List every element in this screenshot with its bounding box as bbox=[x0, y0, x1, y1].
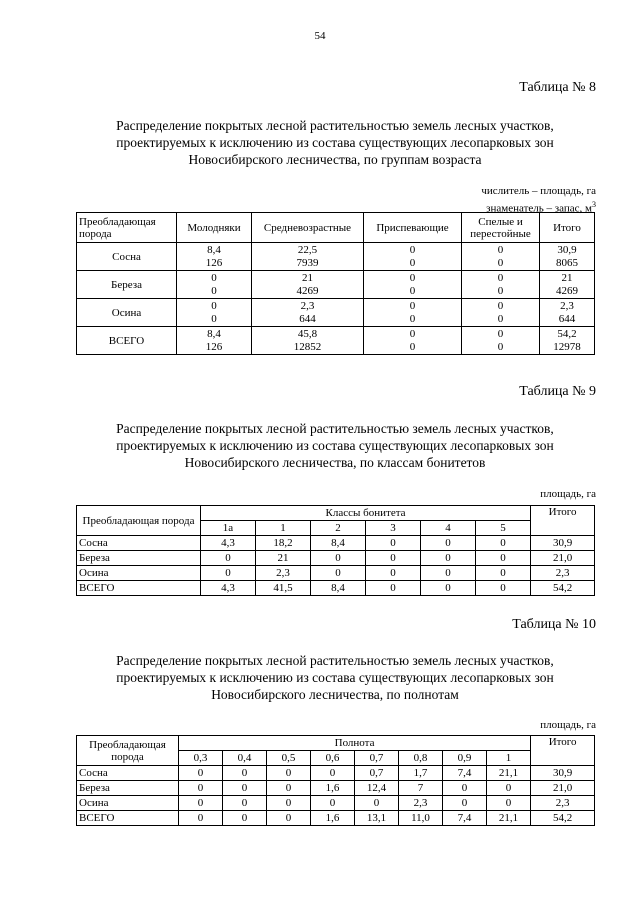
total-cell: 2,3 bbox=[531, 566, 595, 581]
table-cell: 0 bbox=[462, 271, 540, 285]
species-cell: Береза bbox=[77, 781, 179, 796]
table-row bbox=[77, 551, 595, 566]
table-cell: 21 bbox=[540, 271, 595, 285]
table-cell: 21,1 bbox=[487, 766, 531, 781]
page-number: 54 bbox=[314, 30, 326, 42]
table9-class-header: 4 bbox=[421, 521, 476, 536]
table-cell: 0 bbox=[462, 327, 540, 341]
table-cell: 2,3 bbox=[540, 299, 595, 313]
table-cell: 21 bbox=[256, 551, 311, 566]
table-cell: 0 bbox=[179, 811, 223, 826]
table-cell: 0 bbox=[421, 551, 476, 566]
table-cell: 0 bbox=[364, 327, 462, 341]
table-cell: 0 bbox=[476, 551, 531, 566]
table-cell: 8,4 bbox=[177, 243, 252, 257]
table-cell: 0 bbox=[177, 285, 252, 299]
table-cell: 18,2 bbox=[256, 536, 311, 551]
table-cell: 0 bbox=[366, 551, 421, 566]
table-cell: 30,9 bbox=[540, 243, 595, 257]
table-cell: 4,3 bbox=[201, 581, 256, 596]
table-cell: 0 bbox=[311, 566, 366, 581]
table-cell: 4,3 bbox=[201, 536, 256, 551]
table-row bbox=[77, 781, 595, 796]
table-row bbox=[77, 566, 595, 581]
table9-class-header: 1 bbox=[256, 521, 311, 536]
table-cell: 0 bbox=[476, 566, 531, 581]
species-cell: Осина bbox=[77, 796, 179, 811]
table-cell: 0 bbox=[421, 536, 476, 551]
table10-label: Таблица № 10 bbox=[512, 617, 596, 632]
table8-header-cell: Итого bbox=[540, 213, 595, 243]
table8 bbox=[76, 212, 595, 355]
total-cell: 30,9 bbox=[531, 766, 595, 781]
species-cell: ВСЕГО bbox=[77, 327, 177, 355]
table9-title-line: Распределение покрытых лесной растительностью земель лесных участков, bbox=[116, 421, 554, 436]
table-row bbox=[77, 327, 595, 341]
table-cell: 0 bbox=[462, 299, 540, 313]
table-cell: 0 bbox=[364, 257, 462, 271]
species-cell: Сосна bbox=[77, 243, 177, 271]
table-cell: 1,6 bbox=[311, 811, 355, 826]
table-cell: 0,7 bbox=[355, 766, 399, 781]
table-cell: 0 bbox=[267, 796, 311, 811]
table-cell: 21,1 bbox=[487, 811, 531, 826]
table-cell: 0 bbox=[364, 299, 462, 313]
table-cell: 45,8 bbox=[252, 327, 364, 341]
species-cell: Сосна bbox=[77, 766, 179, 781]
table8-title-line: Распределение покрытых лесной растительностью земель лесных участков, bbox=[116, 118, 554, 133]
table-cell: 0 bbox=[177, 271, 252, 285]
table-cell: 0 bbox=[311, 551, 366, 566]
table-cell: 0 bbox=[267, 811, 311, 826]
table-cell: 13,1 bbox=[355, 811, 399, 826]
table10-title-line: проектируемых к исключению из состава существующих лесопарковых зон bbox=[116, 670, 554, 685]
table9-title-line: Новосибирского лесничества, по классам бонитетов bbox=[184, 455, 486, 470]
table-cell: 644 bbox=[540, 313, 595, 327]
table-cell: 11,0 bbox=[399, 811, 443, 826]
table8-title bbox=[76, 117, 594, 168]
table8-units-numerator: числитель – площадь, га bbox=[481, 185, 596, 197]
table-cell: 0 bbox=[267, 766, 311, 781]
table-cell: 21 bbox=[252, 271, 364, 285]
table-cell: 7,4 bbox=[443, 811, 487, 826]
table-cell: 0 bbox=[179, 796, 223, 811]
table10-title bbox=[76, 652, 594, 703]
table-cell: 7939 bbox=[252, 257, 364, 271]
table-cell: 0 bbox=[443, 796, 487, 811]
table-cell: 0 bbox=[487, 781, 531, 796]
table-cell: 126 bbox=[177, 257, 252, 271]
table10-header-species: Преобладающая порода bbox=[77, 736, 179, 766]
table-cell: 0 bbox=[201, 551, 256, 566]
table9 bbox=[76, 505, 595, 596]
table10-class-header: 0,9 bbox=[443, 751, 487, 766]
table-cell: 126 bbox=[177, 341, 252, 355]
table-cell: 4269 bbox=[252, 285, 364, 299]
species-cell: Осина bbox=[77, 566, 201, 581]
table-cell: 41,5 bbox=[256, 581, 311, 596]
table-cell: 0 bbox=[462, 257, 540, 271]
table-cell: 0 bbox=[201, 566, 256, 581]
table-cell: 8,4 bbox=[311, 581, 366, 596]
table10-class-header: 0,4 bbox=[223, 751, 267, 766]
total-cell: 21,0 bbox=[531, 781, 595, 796]
table-cell: 12978 bbox=[540, 341, 595, 355]
table10-title-line: Новосибирского лесничества, по полнотам bbox=[211, 687, 459, 702]
table-cell: 0 bbox=[487, 796, 531, 811]
table8-header-cell: Спелые и перестойные bbox=[462, 213, 540, 243]
table-cell: 1,6 bbox=[311, 781, 355, 796]
species-cell: Осина bbox=[77, 299, 177, 327]
table-cell: 0 bbox=[311, 796, 355, 811]
table-cell: 0 bbox=[476, 581, 531, 596]
table-cell: 0 bbox=[462, 285, 540, 299]
table9-header-species: Преобладающая порода bbox=[77, 506, 201, 536]
table9-label: Таблица № 9 bbox=[519, 384, 596, 399]
table-cell: 0 bbox=[177, 313, 252, 327]
table-cell: 0 bbox=[476, 536, 531, 551]
table-row bbox=[77, 766, 595, 781]
table10-header-total: Итого bbox=[531, 736, 595, 766]
table9-header-row bbox=[77, 506, 595, 521]
table-cell: 0 bbox=[364, 243, 462, 257]
table-cell: 0 bbox=[366, 581, 421, 596]
table8-header-row bbox=[77, 213, 595, 243]
table-row bbox=[77, 581, 595, 596]
table-cell: 0 bbox=[223, 781, 267, 796]
table8-title-line: проектируемых к исключению из состава существующих лесопарковых зон bbox=[116, 135, 554, 150]
table8-label: Таблица № 8 bbox=[519, 80, 596, 95]
table-cell: 0 bbox=[421, 566, 476, 581]
table-row bbox=[77, 796, 595, 811]
table-cell: 12,4 bbox=[355, 781, 399, 796]
table-cell: 0 bbox=[364, 313, 462, 327]
species-cell: Береза bbox=[77, 271, 177, 299]
table-cell: 0 bbox=[355, 796, 399, 811]
table8-header-cell: Преобладающая порода bbox=[77, 213, 177, 243]
table9-units: площадь, га bbox=[540, 488, 596, 500]
table-row bbox=[77, 243, 595, 257]
table10 bbox=[76, 735, 595, 826]
table8-title-line: Новосибирского лесничества, по группам возраста bbox=[188, 152, 482, 167]
table-cell: 2,3 bbox=[256, 566, 311, 581]
table8-header-cell: Молодняки bbox=[177, 213, 252, 243]
table9-class-header: 1а bbox=[201, 521, 256, 536]
table10-class-header: 0,3 bbox=[179, 751, 223, 766]
table-cell: 0 bbox=[364, 271, 462, 285]
table9-header-group: Классы бонитета bbox=[201, 506, 531, 521]
table-cell: 0 bbox=[462, 243, 540, 257]
table-cell: 4269 bbox=[540, 285, 595, 299]
table-cell: 8,4 bbox=[177, 327, 252, 341]
table-cell: 0 bbox=[364, 341, 462, 355]
table9-header-total: Итого bbox=[531, 506, 595, 536]
species-cell: Сосна bbox=[77, 536, 201, 551]
table-row bbox=[77, 299, 595, 313]
table-row bbox=[77, 536, 595, 551]
table-cell: 0 bbox=[462, 313, 540, 327]
table9-title bbox=[76, 420, 594, 471]
table10-class-header: 1 bbox=[487, 751, 531, 766]
species-cell: ВСЕГО bbox=[77, 581, 201, 596]
species-cell: ВСЕГО bbox=[77, 811, 179, 826]
table-row bbox=[77, 811, 595, 826]
table9-class-header: 5 bbox=[476, 521, 531, 536]
table-cell: 0 bbox=[223, 811, 267, 826]
total-cell: 54,2 bbox=[531, 811, 595, 826]
table10-class-header: 0,7 bbox=[355, 751, 399, 766]
table-cell: 0 bbox=[311, 766, 355, 781]
total-cell: 54,2 bbox=[531, 581, 595, 596]
table10-class-header: 0,8 bbox=[399, 751, 443, 766]
table8-units-denominator: знаменатель – запас, $м^3$ bbox=[486, 200, 596, 215]
table-cell: 644 bbox=[252, 313, 364, 327]
total-cell: 2,3 bbox=[531, 796, 595, 811]
table-cell: 0 bbox=[443, 781, 487, 796]
table8-header-cell: Приспевающие bbox=[364, 213, 462, 243]
table-cell: 7,4 bbox=[443, 766, 487, 781]
table-cell: 0 bbox=[366, 536, 421, 551]
table-cell: 2,3 bbox=[399, 796, 443, 811]
table8-header-cell: Средневозрастные bbox=[252, 213, 364, 243]
table-cell: 7 bbox=[399, 781, 443, 796]
table10-class-header: 0,6 bbox=[311, 751, 355, 766]
table-cell: 0 bbox=[267, 781, 311, 796]
table10-header-group: Полнота bbox=[179, 736, 531, 751]
table9-class-header: 3 bbox=[366, 521, 421, 536]
table-cell: 0 bbox=[179, 766, 223, 781]
total-cell: 21,0 bbox=[531, 551, 595, 566]
table-cell: 1,7 bbox=[399, 766, 443, 781]
table-cell: 0 bbox=[421, 581, 476, 596]
table10-header-row bbox=[77, 736, 595, 751]
table-cell: 0 bbox=[177, 299, 252, 313]
table-row bbox=[77, 271, 595, 285]
table-cell: 0 bbox=[462, 341, 540, 355]
table-cell: 8065 bbox=[540, 257, 595, 271]
species-cell: Береза bbox=[77, 551, 201, 566]
table10-class-header: 0,5 bbox=[267, 751, 311, 766]
table-cell: 54,2 bbox=[540, 327, 595, 341]
table10-units: площадь, га bbox=[540, 719, 596, 731]
table-cell: 0 bbox=[366, 566, 421, 581]
table-cell: 0 bbox=[223, 796, 267, 811]
table-cell: 0 bbox=[364, 285, 462, 299]
table-cell: 2,3 bbox=[252, 299, 364, 313]
table-cell: 0 bbox=[223, 766, 267, 781]
table-cell: 12852 bbox=[252, 341, 364, 355]
table-cell: 8,4 bbox=[311, 536, 366, 551]
table10-title-line: Распределение покрытых лесной растительностью земель лесных участков, bbox=[116, 653, 554, 668]
table-cell: 0 bbox=[179, 781, 223, 796]
table9-title-line: проектируемых к исключению из состава существующих лесопарковых зон bbox=[116, 438, 554, 453]
table9-class-header: 2 bbox=[311, 521, 366, 536]
total-cell: 30,9 bbox=[531, 536, 595, 551]
table-cell: 22,5 bbox=[252, 243, 364, 257]
